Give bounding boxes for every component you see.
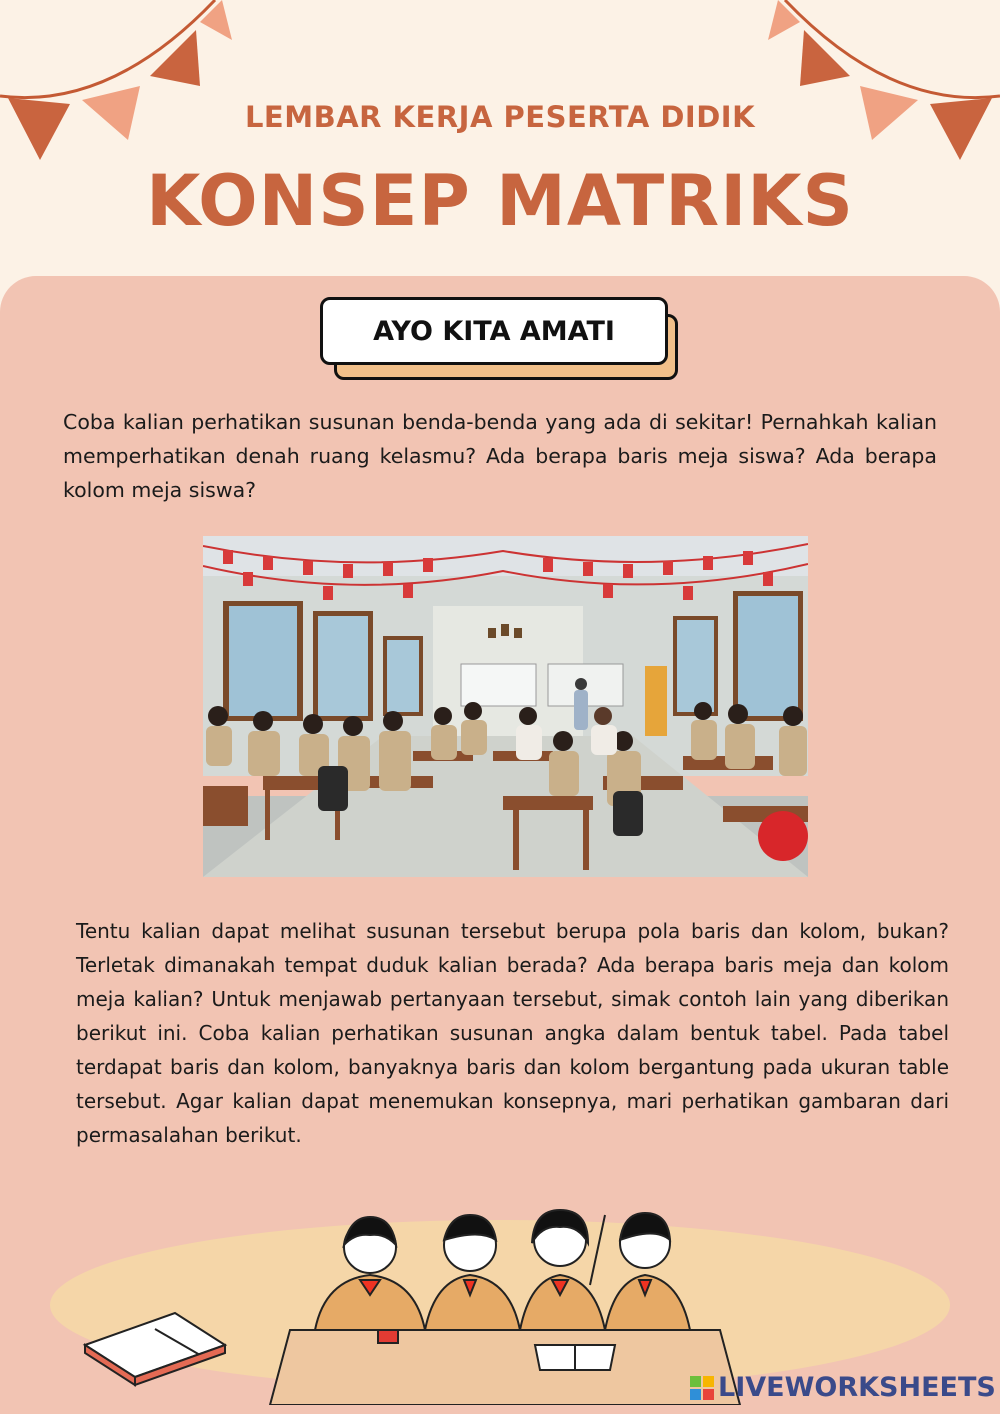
page-title: KONSEP MATRIKS bbox=[146, 160, 854, 242]
intro-paragraph: Coba kalian perhatikan susunan benda-benda yang ada di sekitar! Pernahkah kalian memperhatikan denah ruang kelasmu? Ada berapa baris meja siswa? Ada berapa kolom meja siswa? bbox=[63, 410, 937, 502]
body-paragraph: Tentu kalian dapat melihat susunan tersebut berupa pola baris dan kolom, bukan? Terletak dimanakah tempat duduk kalian berada? Ada berapa baris meja dan kolom meja kalian? Untuk menjawab pertanyaan tersebut, simak contoh lain yang diberikan berikut ini. Coba kalian perhatikan susunan angka dalam bentuk tabel. Pada tabel terdapat baris dan kolom, banyaknya baris dan kolom bergantung pada ukuran table tersebut. Agar kalian dapat menemukan konsepnya, mari perhatikan gambaran dari permasalahan berikut. bbox=[76, 919, 949, 1147]
liveworksheets-logo bbox=[690, 1372, 996, 1403]
liveworksheets-logo-text: LIVEWORKSHEETS bbox=[718, 1372, 996, 1403]
section-heading: AYO KITA AMATI bbox=[320, 297, 668, 365]
worksheet-subtitle: LEMBAR KERJA PESERTA DIDIK bbox=[244, 100, 756, 134]
bunting-right-decoration bbox=[760, 0, 1000, 170]
bunting-left-decoration bbox=[0, 0, 240, 170]
liveworksheets-icon bbox=[690, 1376, 714, 1400]
classroom-photo bbox=[203, 536, 808, 877]
